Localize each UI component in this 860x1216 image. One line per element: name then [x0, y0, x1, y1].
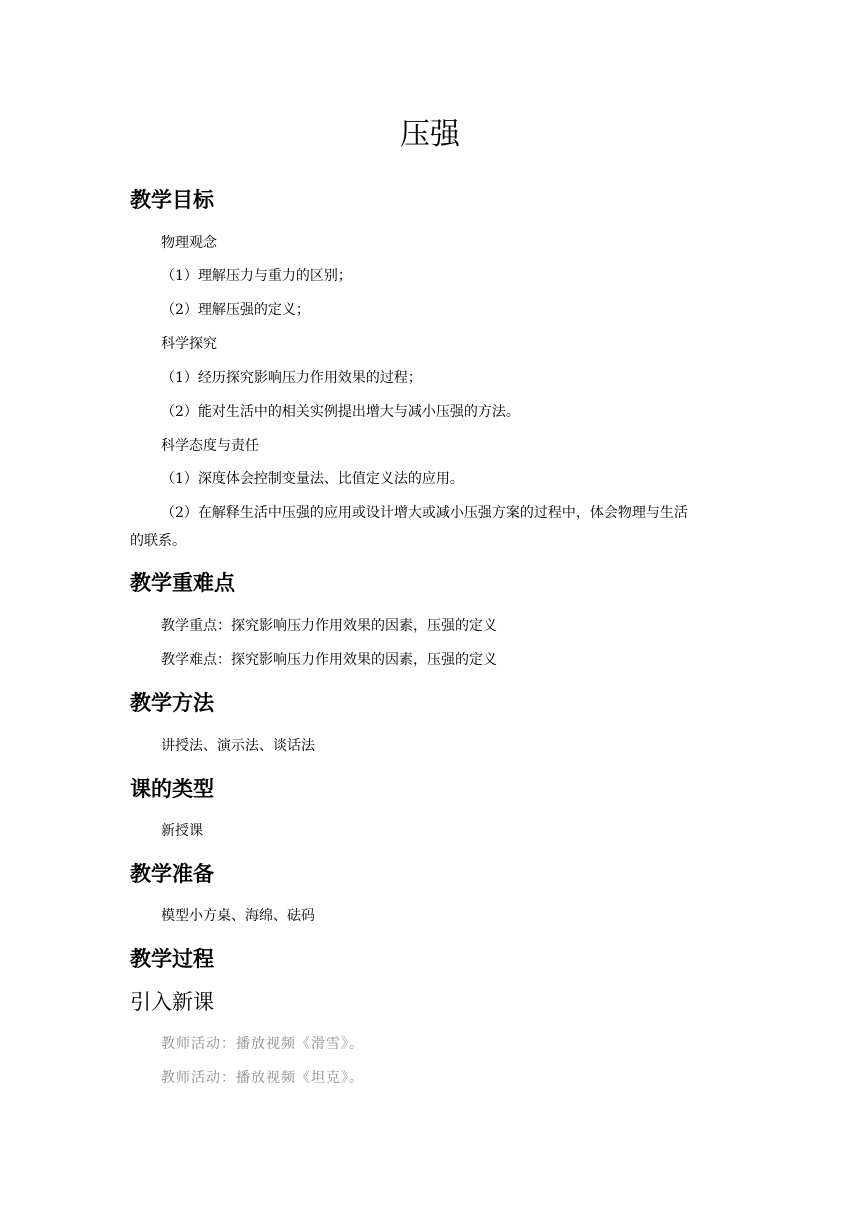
teacher-activity: 教师活动：播放视频《坦克》。: [161, 1070, 364, 1086]
goal-item: （2）能对生活中的相关实例提出增大与减小压强的方法。: [161, 404, 520, 420]
section-heading-goals: 教学目标: [130, 188, 214, 212]
section-heading-lesson-type: 课的类型: [130, 777, 214, 801]
subsection-heading-intro: 引入新课: [130, 990, 214, 1014]
methods-text: 讲授法、演示法、谈话法: [161, 738, 315, 754]
subheading-scientific-inquiry: 科学探究: [161, 336, 217, 352]
section-heading-process: 教学过程: [130, 947, 214, 971]
lesson-type-text: 新授课: [161, 823, 203, 839]
difficult-point-text: 教学难点：探究影响压力作用效果的因素，压强的定义: [161, 652, 497, 668]
goal-item-continuation: 的联系。: [130, 533, 186, 549]
goal-item: （2）理解压强的定义；: [161, 302, 310, 318]
section-heading-preparation: 教学准备: [130, 862, 214, 886]
subheading-attitude: 科学态度与责任: [161, 438, 259, 454]
goal-item: （2）在解释生活中压强的应用或设计增大或减小压强方案的过程中，体会物理与生活: [161, 505, 688, 521]
subheading-physics-concept: 物理观念: [161, 235, 217, 251]
key-point-text: 教学重点：探究影响压力作用效果的因素，压强的定义: [161, 618, 497, 634]
document-title: 压强: [400, 117, 460, 152]
goal-item: （1）经历探究影响压力作用效果的过程；: [161, 370, 422, 386]
section-heading-methods: 教学方法: [130, 691, 214, 715]
goal-item: （1）理解压力与重力的区别；: [161, 268, 352, 284]
teacher-activity: 教师活动：播放视频《滑雪》。: [161, 1036, 364, 1052]
section-heading-key-points: 教学重难点: [130, 571, 235, 595]
preparation-text: 模型小方桌、海绵、砝码: [161, 908, 315, 924]
goal-item: （1）深度体会控制变量法、比值定义法的应用。: [161, 471, 464, 487]
